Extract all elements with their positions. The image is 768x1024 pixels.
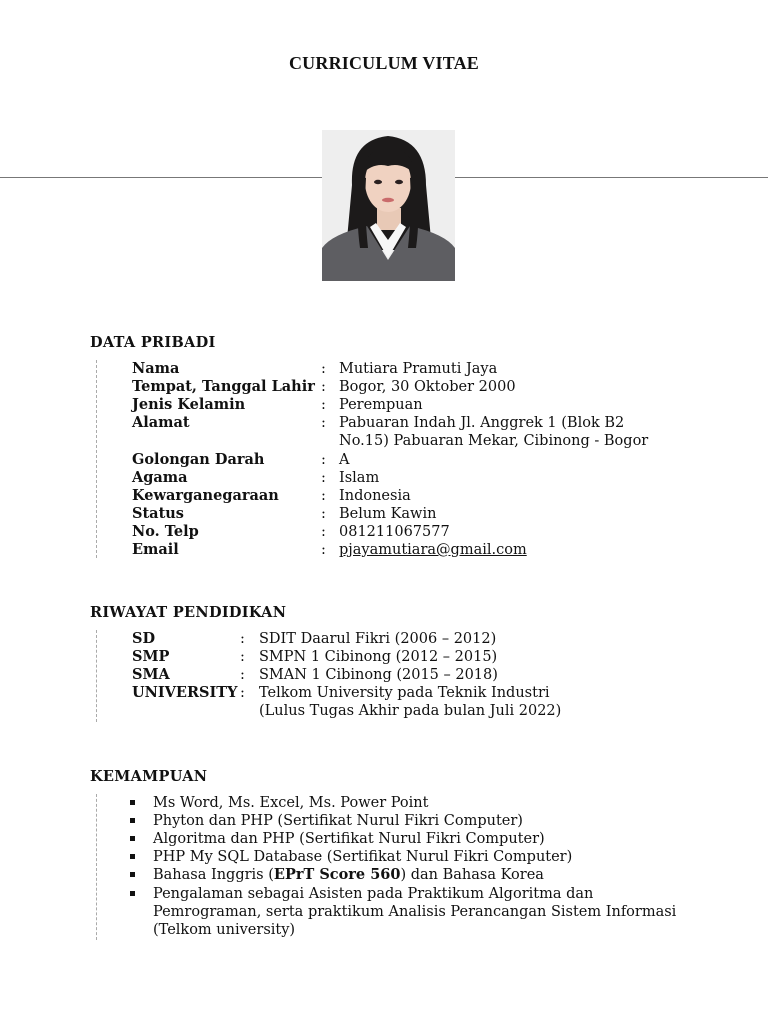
education-separator: :	[240, 649, 245, 665]
field-separator: :	[321, 506, 326, 522]
education-label: SMP	[132, 648, 170, 665]
pendidikan-section	[96, 630, 697, 722]
skill-text-pre: Bahasa Inggris (	[153, 867, 274, 883]
field-label: Jenis Kelamin	[132, 396, 246, 413]
bullet-icon	[130, 836, 135, 841]
bullet-icon	[130, 872, 135, 877]
field-label: Kewarganegaraan	[132, 487, 279, 504]
email-link[interactable]: pjayamutiara@gmail.com	[339, 542, 527, 558]
education-label: UNIVERSITY	[132, 684, 238, 701]
field-value: Mutiara Pramuti Jaya	[339, 361, 498, 377]
field-label: Agama	[132, 469, 188, 486]
section-heading-data-pribadi: DATA PRIBADI	[90, 334, 216, 351]
field-separator: :	[321, 361, 326, 377]
field-separator: :	[321, 379, 326, 395]
kemampuan-section	[96, 794, 717, 940]
field-value: Bogor, 30 Oktober 2000	[339, 379, 516, 395]
field-separator: :	[321, 524, 326, 540]
eprt-score: EPrT Score 560	[273, 866, 401, 883]
skill-text-post: ) dan Bahasa Korea	[400, 867, 544, 883]
skill-text: Ms Word, Ms. Excel, Ms. Power Point	[153, 795, 429, 811]
section-heading-riwayat-pendidikan: RIWAYAT PENDIDIKAN	[90, 604, 287, 621]
divider-right	[455, 177, 768, 178]
bullet-icon	[130, 818, 135, 823]
field-label: Nama	[132, 360, 180, 377]
field-value-line2: No.15) Pabuaran Mekar, Cibinong - Bogor	[339, 433, 649, 449]
field-label: Status	[132, 505, 184, 522]
field-value: A	[339, 452, 350, 468]
field-separator: :	[321, 452, 326, 468]
divider-left	[0, 177, 322, 178]
profile-photo	[322, 130, 455, 281]
bullet-icon	[130, 891, 135, 896]
skill-text-line3: (Telkom university)	[153, 922, 296, 938]
education-separator: :	[240, 667, 245, 683]
bullet-icon	[130, 854, 135, 859]
section-heading-kemampuan: KEMAMPUAN	[90, 768, 208, 785]
skill-text: PHP My SQL Database (Sertifikat Nurul Fikri Computer)	[153, 849, 573, 865]
education-value: SDIT Daarul Fikri (2006 – 2012)	[259, 631, 497, 647]
education-value-line2: (Lulus Tugas Akhir pada bulan Juli 2022)	[259, 703, 562, 719]
education-value: SMPN 1 Cibinong (2012 – 2015)	[259, 649, 498, 665]
field-value: 081211067577	[339, 524, 450, 540]
skill-text: Phyton dan PHP (Sertifikat Nurul Fikri Computer)	[153, 813, 523, 829]
field-label: Alamat	[132, 414, 190, 431]
skill-text: Pengalaman sebagai Asisten pada Praktikum Algoritma dan	[153, 886, 594, 902]
field-label: No. Telp	[132, 523, 199, 540]
field-value: Indonesia	[339, 488, 411, 504]
skill-text	[153, 866, 544, 884]
field-separator: :	[321, 542, 326, 558]
bullet-icon	[130, 800, 135, 805]
skill-text-line2: Pemrograman, serta praktikum Analisis Perancangan Sistem Informasi	[153, 904, 677, 920]
education-separator: :	[240, 631, 245, 647]
field-separator: :	[321, 488, 326, 504]
field-value: Islam	[339, 470, 380, 486]
field-value: Belum Kawin	[339, 506, 437, 522]
education-separator: :	[240, 685, 245, 701]
education-label: SD	[132, 630, 156, 647]
field-label: Golongan Darah	[132, 451, 265, 468]
education-value: Telkom University pada Teknik Industri	[259, 685, 550, 701]
field-separator: :	[321, 415, 326, 431]
skill-text: Algoritma dan PHP (Sertifikat Nurul Fikri Computer)	[153, 831, 545, 847]
field-label: Email	[132, 541, 179, 558]
document-title: CURRICULUM VITAE	[288, 53, 480, 73]
field-value: Pabuaran Indah Jl. Anggrek 1 (Blok B2	[339, 415, 625, 431]
field-label: Tempat, Tanggal Lahir	[132, 378, 315, 395]
data-pribadi-section	[96, 360, 697, 558]
field-separator: :	[321, 470, 326, 486]
education-value: SMAN 1 Cibinong (2015 – 2018)	[259, 667, 498, 683]
field-value: Perempuan	[339, 397, 423, 413]
education-label: SMA	[132, 666, 170, 683]
field-separator: :	[321, 397, 326, 413]
